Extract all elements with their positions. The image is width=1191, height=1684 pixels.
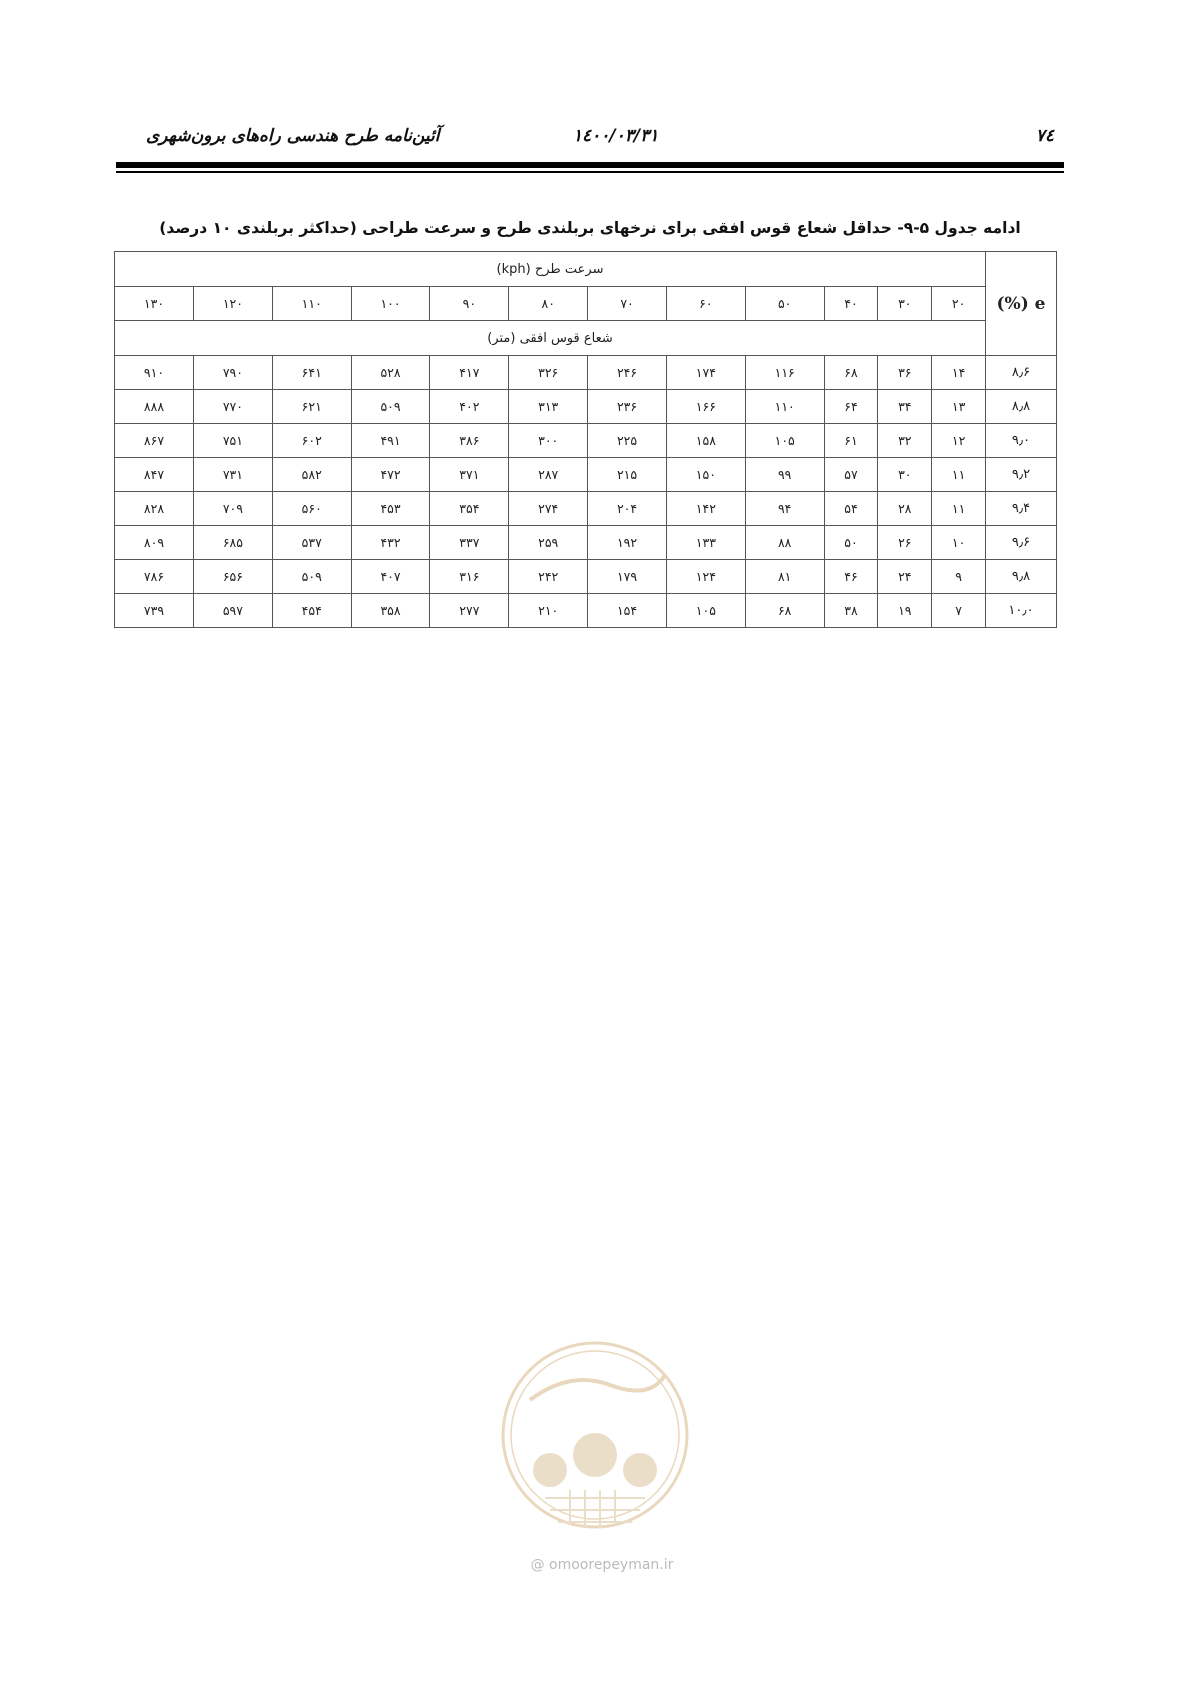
radius-value-cell: ۲۱۰ [509, 594, 588, 628]
radius-value-cell: ۶۵۶ [193, 560, 272, 594]
radius-value-cell: ۵۳۷ [272, 526, 351, 560]
e-value-cell: ۹٫۴ [986, 492, 1057, 526]
table-row [115, 390, 1057, 424]
radius-value-cell: ۵۶۰ [272, 492, 351, 526]
radius-value-cell: ۱۹۲ [588, 526, 667, 560]
table-row [115, 560, 1057, 594]
radius-value-cell: ۳۰ [878, 458, 932, 492]
radius-value-cell: ۹۱۰ [115, 356, 194, 390]
radius-value-cell: ۶۰۲ [272, 424, 351, 458]
radius-value-cell: ۳۸ [824, 594, 878, 628]
radius-value-cell: ۸۲۸ [115, 492, 194, 526]
radius-value-cell: ۳۲۶ [509, 356, 588, 390]
radius-value-cell: ۳۲ [878, 424, 932, 458]
radius-value-cell: ۴۵۴ [272, 594, 351, 628]
radius-value-cell: ۷۷۰ [193, 390, 272, 424]
radius-value-cell: ۲۴۶ [588, 356, 667, 390]
radius-value-cell: ۲۴ [878, 560, 932, 594]
header-date: ۱٤۰۰/۰۳/۳۱ [572, 126, 659, 146]
radius-value-cell: ۱۵۰ [666, 458, 745, 492]
radius-value-cell: ۱۱ [932, 458, 986, 492]
radius-value-cell: ۲۸۷ [509, 458, 588, 492]
radius-value-cell: ۲۷۷ [430, 594, 509, 628]
radius-value-cell: ۱۰۵ [666, 594, 745, 628]
radius-value-cell: ۶۴ [824, 390, 878, 424]
radius-value-cell: ۱۱ [932, 492, 986, 526]
radius-value-cell: ۱۷۹ [588, 560, 667, 594]
table-row [115, 424, 1057, 458]
e-value-cell: ۸٫۸ [986, 390, 1057, 424]
radius-value-cell: ۳۴ [878, 390, 932, 424]
speed-header-cell: ۱۰۰ [351, 287, 430, 321]
radius-value-cell: ۸۴۷ [115, 458, 194, 492]
radius-value-cell: ۲۰۴ [588, 492, 667, 526]
e-percent-header: e (%) [986, 252, 1057, 356]
table-row [115, 458, 1057, 492]
radius-value-cell: ۶۲۱ [272, 390, 351, 424]
radius-value-cell: ۲۱۵ [588, 458, 667, 492]
e-value-cell: ۸٫۶ [986, 356, 1057, 390]
radius-value-cell: ۹۴ [745, 492, 824, 526]
radius-value-cell: ۷۸۶ [115, 560, 194, 594]
radius-value-cell: ۲۲۵ [588, 424, 667, 458]
radius-value-cell: ۴۶ [824, 560, 878, 594]
radius-value-cell: ۳۶ [878, 356, 932, 390]
speed-header-cell: ۸۰ [509, 287, 588, 321]
radius-value-cell: ۸۰۹ [115, 526, 194, 560]
speed-header-cell: ۶۰ [666, 287, 745, 321]
radius-value-cell: ۱۳ [932, 390, 986, 424]
speed-header-row [115, 287, 1057, 321]
radius-value-cell: ۴۳۲ [351, 526, 430, 560]
table-row [115, 594, 1057, 628]
radius-value-cell: ۳۱۳ [509, 390, 588, 424]
radius-group-label: شعاع قوس افقی (متر) [115, 321, 986, 356]
radius-value-cell: ۲۸ [878, 492, 932, 526]
table-caption: ادامه جدول ۵-۹- حداقل شعاع قوس افقی برای نرخهای بربلندی طرح و سرعت طراحی (حداکثر بربلندی ۱۰ درصد) [159, 219, 1021, 237]
radius-value-cell: ۵۰۹ [351, 390, 430, 424]
radius-value-cell: ۴۱۷ [430, 356, 509, 390]
radius-value-cell: ۱۷۴ [666, 356, 745, 390]
radius-value-cell: ۴۹۱ [351, 424, 430, 458]
radius-value-cell: ۶۸ [745, 594, 824, 628]
radius-value-cell: ۳۸۶ [430, 424, 509, 458]
table-row [115, 526, 1057, 560]
speed-header-cell: ۹۰ [430, 287, 509, 321]
page-header [116, 126, 1064, 150]
radius-value-cell: ۱۰ [932, 526, 986, 560]
speed-header-cell: ۳۰ [878, 287, 932, 321]
header-title: آئین‌نامه طرح هندسی راه‌های برون‌شهری [146, 126, 440, 146]
speed-header-cell: ۵۰ [745, 287, 824, 321]
radius-value-cell: ۷۵۱ [193, 424, 272, 458]
radius-value-cell: ۵۹۷ [193, 594, 272, 628]
radius-value-cell: ۵۷ [824, 458, 878, 492]
table-row [115, 492, 1057, 526]
e-value-cell: ۹٫۲ [986, 458, 1057, 492]
radius-value-cell: ۳۳۷ [430, 526, 509, 560]
page-number: ۷٤ [1035, 126, 1054, 146]
e-value-cell: ۹٫۶ [986, 526, 1057, 560]
e-value-cell: ۹٫۰ [986, 424, 1057, 458]
radius-value-cell: ۵۰ [824, 526, 878, 560]
radius-value-cell: ۲۶ [878, 526, 932, 560]
radius-value-cell: ۶۸ [824, 356, 878, 390]
radius-value-cell: ۱۰۵ [745, 424, 824, 458]
radius-value-cell: ۵۸۲ [272, 458, 351, 492]
radius-value-cell: ۵۰۹ [272, 560, 351, 594]
e-value-cell: ۱۰٫۰ [986, 594, 1057, 628]
radius-value-cell: ۳۰۰ [509, 424, 588, 458]
radius-value-cell: ۲۷۴ [509, 492, 588, 526]
radius-value-cell: ۸۸۸ [115, 390, 194, 424]
radius-value-cell: ۴۵۳ [351, 492, 430, 526]
watermark-url: @ omoorepeyman.ir [530, 1557, 674, 1573]
speed-header-cell: ۱۱۰ [272, 287, 351, 321]
radius-value-cell: ۱۴۲ [666, 492, 745, 526]
radius-value-cell: ۱۶۶ [666, 390, 745, 424]
speed-header-cell: ۴۰ [824, 287, 878, 321]
header-rule-thick [116, 162, 1064, 168]
speed-header-cell: ۷۰ [588, 287, 667, 321]
radius-value-cell: ۱۲۴ [666, 560, 745, 594]
radius-value-cell: ۱۱۶ [745, 356, 824, 390]
header-rule-thin [116, 171, 1064, 173]
speed-group-label: سرعت طرح (kph) [115, 252, 986, 287]
radius-value-cell: ۵۲۸ [351, 356, 430, 390]
radius-value-cell: ۷۰۹ [193, 492, 272, 526]
radius-value-cell: ۸۱ [745, 560, 824, 594]
radius-value-cell: ۴۰۲ [430, 390, 509, 424]
radius-value-cell: ۳۵۴ [430, 492, 509, 526]
radius-value-cell: ۴۷۲ [351, 458, 430, 492]
radius-value-cell: ۹ [932, 560, 986, 594]
radius-value-cell: ۷ [932, 594, 986, 628]
radius-value-cell: ۱۳۳ [666, 526, 745, 560]
radius-value-cell: ۶۱ [824, 424, 878, 458]
radius-value-cell: ۱۱۰ [745, 390, 824, 424]
radius-value-cell: ۷۹۰ [193, 356, 272, 390]
radius-value-cell: ۱۹ [878, 594, 932, 628]
speed-group-row [115, 252, 1057, 287]
radius-group-row [115, 321, 1057, 356]
radius-value-cell: ۲۴۲ [509, 560, 588, 594]
speed-header-cell: ۲۰ [932, 287, 986, 321]
radius-table [114, 251, 1057, 628]
radius-value-cell: ۱۲ [932, 424, 986, 458]
radius-value-cell: ۷۳۱ [193, 458, 272, 492]
radius-value-cell: ۱۴ [932, 356, 986, 390]
omoor-peyman-logo [490, 1330, 700, 1580]
radius-value-cell: ۸۶۷ [115, 424, 194, 458]
radius-value-cell: ۲۵۹ [509, 526, 588, 560]
radius-value-cell: ۲۳۶ [588, 390, 667, 424]
table-row [115, 356, 1057, 390]
radius-value-cell: ۶۸۵ [193, 526, 272, 560]
radius-value-cell: ۴۰۷ [351, 560, 430, 594]
radius-value-cell: ۳۷۱ [430, 458, 509, 492]
e-value-cell: ۹٫۸ [986, 560, 1057, 594]
radius-value-cell: ۷۳۹ [115, 594, 194, 628]
radius-value-cell: ۳۱۶ [430, 560, 509, 594]
radius-value-cell: ۱۵۸ [666, 424, 745, 458]
speed-header-cell: ۱۲۰ [193, 287, 272, 321]
radius-value-cell: ۶۴۱ [272, 356, 351, 390]
radius-value-cell: ۸۸ [745, 526, 824, 560]
speed-header-cell: ۱۳۰ [115, 287, 194, 321]
radius-value-cell: ۳۵۸ [351, 594, 430, 628]
radius-value-cell: ۵۴ [824, 492, 878, 526]
radius-value-cell: ۹۹ [745, 458, 824, 492]
radius-value-cell: ۱۵۴ [588, 594, 667, 628]
